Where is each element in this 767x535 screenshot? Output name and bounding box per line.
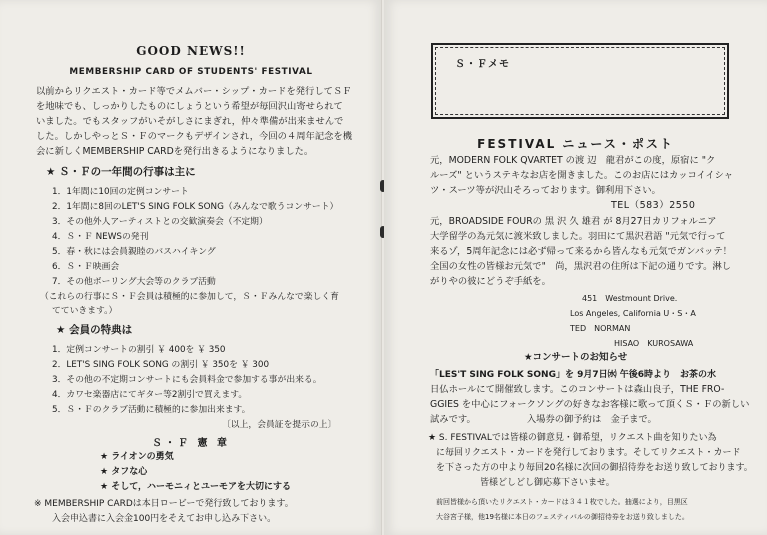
events-section-title: ★ Ｓ・Ｆの一年間の行事は主に xyxy=(46,166,196,178)
event-item: 2．1年間に8回のLET'S SING FOLK SONG（みんなで歌うコンサート） xyxy=(52,202,339,212)
membership-footer: ※ MEMBERSHIP CARDは本日ロービーで発行致しております。 xyxy=(34,499,294,509)
address-line: 451 Westmount Drive. xyxy=(582,294,678,303)
request-line: 皆様どしどし御応募下さいませ。 xyxy=(480,478,615,488)
event-item: 7．その他ボーリング大会等のクラブ活動 xyxy=(52,277,216,287)
address-line: Los Angeles, California U・S・A xyxy=(570,309,696,318)
benefits-section-title: ★ 会員の特典は xyxy=(56,324,133,336)
news-item-line: ツ・スーツ等が沢山そろっております。御利用下さい。 xyxy=(430,185,661,196)
event-item: 3．その他外人アーティストとの交歓演奏会（不定期） xyxy=(52,217,268,227)
concert-line: 試みです。 入場券の御予約は 金子まで。 xyxy=(430,414,657,425)
lottery-line: 大谷宮子様，他19名様に本日のフェスティバルの御招待券をお送り致しました。 xyxy=(436,513,689,521)
benefit-item: 4．カワセ楽器店にてギター等2割引で買えます。 xyxy=(52,390,248,400)
event-item: 4．Ｓ・Ｆ NEWSの発刊 xyxy=(52,232,149,242)
event-item: 1．1年間に10回の定例コンサート xyxy=(52,187,189,197)
left-page xyxy=(0,0,382,535)
intro-line: いました。でもスタッフがいそがしさにまぎれ，仲々準備が出来ませんで xyxy=(36,116,344,127)
festival-news-post-heading: FESTIVAL ニュース・ポスト xyxy=(477,137,674,151)
event-item: 5．春・秋には会員親睦のバスハイキング xyxy=(52,247,216,257)
concert-line: 「LES'T SING FOLK SONG」を 9月7日㈬ 午後6時より お茶の水 xyxy=(430,370,717,380)
lottery-line: 前回皆様から頂いたリクエスト・カードは３４１枚でした。抽選により，目黒区 xyxy=(436,498,688,506)
benefit-item: 1．定例コンサートの割引 ￥ 400を ￥ 350 xyxy=(52,345,226,355)
right-page xyxy=(384,0,767,535)
request-line: を下さった方の中より毎回20名様に次回の御招待券をお送り致しております。 xyxy=(436,463,753,473)
events-note: （これらの行事にＳ・Ｆ会員は積極的に参加して，Ｓ・Ｆみんなで楽しく育 xyxy=(40,292,339,302)
charter-item: ★ タフな心 xyxy=(100,467,148,477)
news-item-line: がりやの彼にどうぞ手紙を。 xyxy=(430,276,551,287)
benefits-note: 〔以上，会員証を提示の上〕 xyxy=(222,420,337,430)
event-item: 6．Ｓ・Ｆ映画会 xyxy=(52,262,120,272)
sf-memo-title: Ｓ・Ｆメモ xyxy=(455,59,510,70)
intro-line: 以前からリクエスト・カード等でメムバー・シップ・カードを発行してＳＦ xyxy=(36,86,352,97)
sf-memo-box xyxy=(431,43,729,119)
good-news-heading: GOOD NEWS!! xyxy=(136,44,246,58)
request-line: ★ S. FESTIVALでは皆様の御意見・御希望，リクエスト曲を知りたい為 xyxy=(428,433,717,443)
news-item-line: 来るゾ，5周年記念には必ず帰って来るから皆んなも元気でガンバッテ！ xyxy=(430,246,732,257)
address-line: TED NORMAN xyxy=(570,324,631,333)
events-note: てていきます。） xyxy=(52,306,118,316)
intro-line: 会に新しくMEMBERSHIP CARDを発行出きるようになりました。 xyxy=(36,146,314,157)
intro-line: した。しかしやっとＳ・Ｆのマークもデザインされ，今回の４周年記念を機 xyxy=(36,131,353,142)
shop-telephone: TEL（583）2550 xyxy=(611,200,696,211)
request-line: に毎回リクエスト・カードを発行しております。そしてリクエスト・カード xyxy=(436,448,741,458)
concert-line: 日仏ホールにて開催致します。このコンサートは森山良子，THE FRO- xyxy=(430,384,725,395)
address-line: HISAO KUROSAWA xyxy=(614,339,694,348)
news-item-line: 元，BROADSIDE FOURの 黒 沢 久 雄君 が 8月27日カリフォルニア xyxy=(430,216,717,227)
news-item-line: ルーズ" というステキなお店を開きました。このお店にはカッコイイシャ xyxy=(430,170,734,181)
concert-notice-title: ★コンサートのお知らせ xyxy=(524,352,628,363)
benefit-item: 5．Ｓ・Ｆのクラブ活動に積極的に参加出来ます。 xyxy=(52,405,251,415)
benefit-item: 2．LET'S SING FOLK SONG の割引 ￥ 350を ￥ 300 xyxy=(52,360,270,370)
concert-line: GGIES を中心にフォークソングの好きなお客様に歌って頂くＳ・Ｆの新しい xyxy=(430,399,750,410)
charter-item: ★ そして，ハーモニィとユーモアを大切にする xyxy=(100,482,292,492)
membership-footer: 入会申込書に入会金100円をそえてお申し込み下さい。 xyxy=(52,514,277,524)
news-item-line: 大学留学の為元気に渡米致しました。羽田にて黒沢君語 "元気で行って xyxy=(430,231,726,242)
charter-item: ★ ライオンの勇気 xyxy=(100,452,174,462)
intro-line: を地味でも、しっかりしたものにしょうという希望が毎回沢山寄せられて xyxy=(36,101,343,112)
news-item-line: 元，MODERN FOLK QVARTET の渡 辺 龍君がこの度，原宿に "ク xyxy=(430,155,716,166)
membership-card-subheading: MEMBERSHIP CARD OF STUDENTS' FESTIVAL xyxy=(69,67,313,77)
benefit-item: 3．その他の不定期コンサートにも会員料金で参加する事が出来る。 xyxy=(52,375,322,385)
sf-charter-title: Ｓ・Ｆ 憲 章 xyxy=(152,438,230,449)
news-item-line: 全国の女性の皆様お元気で" 尚，黒沢君の住所は下記の通りです。淋し xyxy=(430,261,732,272)
